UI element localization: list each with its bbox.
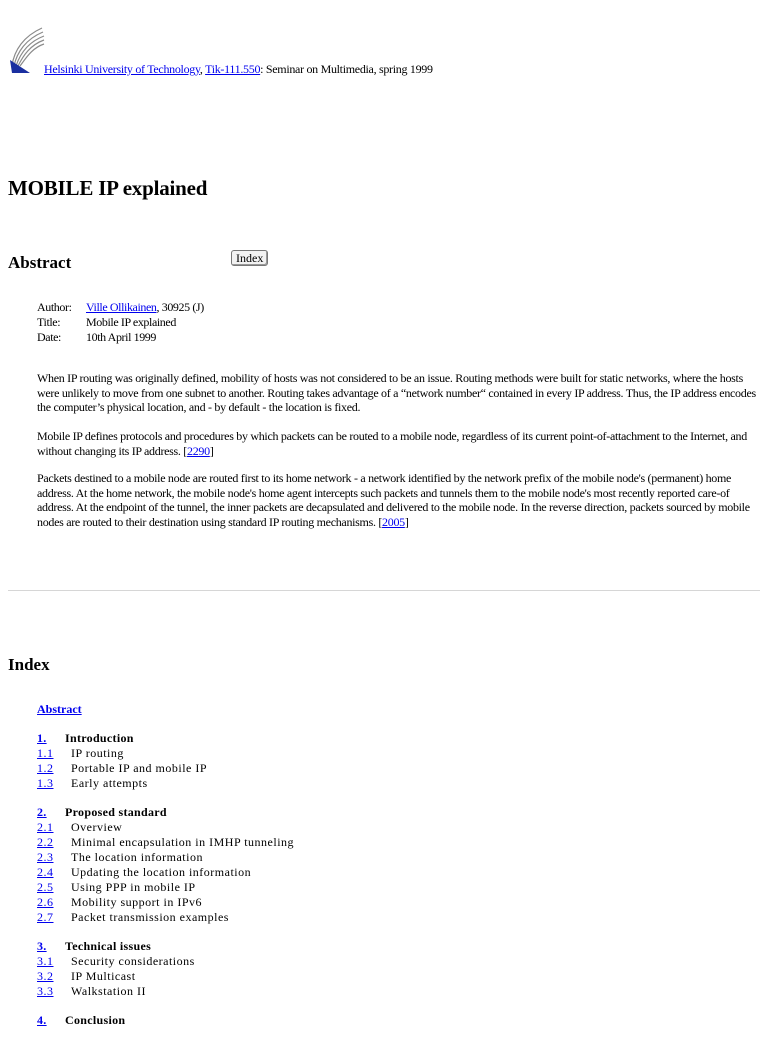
toc-section-heading [37,805,437,820]
toc-subsection-number-link[interactable]: 1.2 [37,761,54,775]
toc-subsection-title: Overview [71,820,123,834]
page-title: MOBILE IP explained [8,176,208,200]
author-label: Author: [37,300,72,314]
document-meta [37,300,204,345]
section-divider [8,590,760,591]
toc-abstract-link[interactable]: Abstract [37,702,82,716]
toc-subsection [37,895,437,910]
toc-subsection-number-link[interactable]: 2.4 [37,865,54,879]
toc-section [37,1013,437,1028]
toc-subsection [37,954,437,969]
university-logo [6,26,46,74]
paragraph-3-end: ] [404,514,409,529]
title-value: Mobile IP explained [86,315,176,329]
date-row [37,330,204,345]
toc-subsection-title: Early attempts [71,776,148,790]
paragraph-2-text: Mobile IP defines protocols and procedures by which packets can be routed to a mobile node, regardless of its current point-of-attachment to the Internet, and without changing its IP address. [ [37,429,747,458]
ref-2005-link[interactable]: 2005 [382,514,405,529]
toc-section-title: Introduction [65,731,134,745]
toc-subsection [37,746,437,761]
toc-section-number-link[interactable]: 4. [37,1013,47,1027]
toc-subsection-title: Minimal encapsulation in IMHP tunneling [71,835,295,849]
toc-subsection [37,835,437,850]
toc-section-title: Proposed standard [65,805,167,819]
ref-2290-link[interactable]: 2290 [187,443,210,458]
toc-section-title: Technical issues [65,939,152,953]
toc-subsection [37,761,437,776]
toc-subsection-number-link[interactable]: 3.2 [37,969,54,983]
toc-section-number-link[interactable]: 2. [37,805,47,819]
author-suffix: , 30925 (J) [156,300,204,314]
toc-sections [37,731,437,1028]
toc-subsection-title: Using PPP in mobile IP [71,880,196,894]
paragraph-2-end: ] [209,443,214,458]
header-separator: , [199,62,206,76]
index-heading: Index [8,655,50,674]
title-row [37,315,204,330]
toc-subsection-number-link[interactable]: 2.6 [37,895,54,909]
toc-subsection-number-link[interactable]: 2.1 [37,820,54,834]
paragraph-3-text: Packets destined to a mobile node are routed first to its home network - a network identified by the network prefix of the mobile node's (permanent) home address. At the home network, the mobile node's home agent intercepts such packets and tunnels them to the mobile node's most recently reported care-of address. At the endpoint of the tunnel, the inner packets are decapsulated and delivered to the mobile node. In the reverse direction, packets sourced by mobile nodes are routed to their destination using standard IP routing mechanisms. [ [37,471,750,529]
toc-subsection-title: Updating the location information [71,865,252,879]
toc-subsection-number-link[interactable]: 3.3 [37,984,54,998]
toc-subsection-title: IP Multicast [71,969,136,983]
toc-subsection [37,910,437,925]
toc-subsection-title: Packet transmission examples [71,910,229,924]
toc-section [37,939,437,999]
toc-subsection-title: Mobility support in IPv6 [71,895,203,909]
abstract-paragraph-2 [37,429,761,458]
author-row [37,300,204,315]
header-suffix: : Seminar on Multimedia, spring 1999 [260,62,433,76]
title-label: Title: [37,315,61,329]
toc-subsection-title: The location information [71,850,203,864]
toc-subsection [37,969,437,984]
university-link[interactable]: Helsinki University of Technology [44,62,200,76]
toc-section [37,805,437,925]
toc-section-heading [37,731,437,746]
header-line [44,62,433,77]
toc-subsection-title: Security considerations [71,954,195,968]
abstract-paragraph-1: When IP routing was originally defined, mobility of hosts was not considered to be an issue. Routing methods were built for static networks, where the hosts were unlikely to move from one subnet to another. Routing takes advantage of a “network number“ contained in every IP address. Thus, the IP address encodes the computer’s physical location, and - by default - the location is fixed. [37,371,756,414]
toc-subsection-number-link[interactable]: 2.7 [37,910,54,924]
toc-section-title: Conclusion [65,1013,126,1027]
toc-section-heading [37,939,437,954]
abstract-heading: Abstract [8,253,72,272]
toc-subsection-number-link[interactable]: 2.2 [37,835,54,849]
course-link[interactable]: Tik-111.550 [205,62,261,76]
toc-subsection-title: Walkstation II [71,984,147,998]
toc-subsection-number-link[interactable]: 1.3 [37,776,54,790]
toc-section-heading [37,1013,437,1028]
toc-subsection [37,820,437,835]
author-link[interactable]: Ville Ollikainen [86,300,157,314]
author-value [86,300,204,315]
index-button[interactable]: Index [231,250,268,266]
toc-subsection-number-link[interactable]: 2.5 [37,880,54,894]
toc-subsection-title: IP routing [71,746,124,760]
toc-subsection [37,776,437,791]
toc-section-number-link[interactable]: 1. [37,731,47,745]
toc-section-number-link[interactable]: 3. [37,939,47,953]
toc-subsection-number-link[interactable]: 2.3 [37,850,54,864]
toc-subsection-number-link[interactable]: 1.1 [37,746,54,760]
toc-subsection [37,865,437,880]
date-value: 10th April 1999 [86,330,157,344]
toc-subsection [37,984,437,999]
toc-subsection [37,880,437,895]
toc-subsection-number-link[interactable]: 3.1 [37,954,54,968]
date-label: Date: [37,330,61,344]
toc-subsection-title: Portable IP and mobile IP [71,761,208,775]
table-of-contents [37,702,437,1042]
toc-section [37,731,437,791]
toc-subsection [37,850,437,865]
abstract-paragraph-3 [37,471,761,529]
